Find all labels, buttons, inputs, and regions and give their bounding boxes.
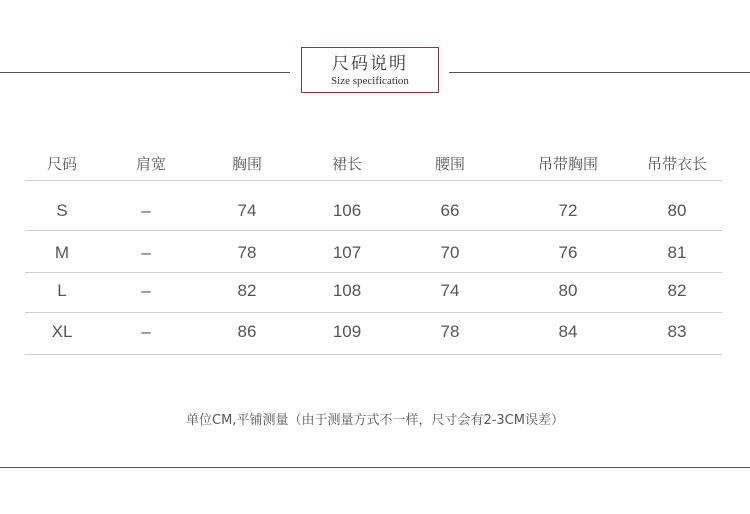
table-divider	[25, 354, 722, 355]
cell-size: S	[56, 201, 68, 220]
header-waist: 腰围	[434, 155, 466, 173]
cell-shoulder: –	[141, 322, 151, 341]
title-box	[301, 47, 439, 93]
header-cami-length: 吊带衣长	[646, 155, 708, 173]
header-shoulder: 肩宽	[135, 155, 167, 173]
table-divider	[25, 230, 722, 231]
title-rule-right	[449, 72, 750, 73]
cell-waist: 74	[440, 281, 460, 300]
cell-shoulder: –	[141, 281, 151, 300]
cell-size: M	[54, 243, 70, 262]
cell-bust: 78	[237, 243, 257, 262]
header-cami-bust: 吊带胸围	[537, 155, 599, 173]
bottom-rule	[0, 467, 750, 468]
table-divider	[25, 180, 722, 181]
cell-waist: 66	[440, 201, 460, 220]
cell-bust: 82	[237, 281, 257, 300]
cell-waist: 78	[440, 322, 460, 341]
cell-cami-bust: 84	[558, 322, 578, 341]
cell-cami-bust: 72	[558, 201, 578, 220]
table-divider	[25, 312, 722, 313]
header-bust: 胸围	[231, 155, 263, 173]
cell-waist: 70	[440, 243, 460, 262]
cell-size: XL	[51, 322, 73, 341]
cell-skirt-length: 107	[332, 243, 362, 262]
cell-cami-length: 82	[667, 281, 687, 300]
cell-skirt-length: 109	[332, 322, 362, 341]
table-divider	[25, 272, 722, 273]
header-skirt-length: 裙长	[331, 155, 363, 173]
title-english: Size specification	[331, 75, 409, 87]
cell-skirt-length: 108	[332, 281, 362, 300]
cell-skirt-length: 106	[332, 201, 362, 220]
title-chinese: 尺码说明	[332, 54, 408, 74]
cell-cami-length: 83	[667, 322, 687, 341]
cell-cami-length: 81	[667, 243, 687, 262]
measurement-note: 单位CM,平铺测量（由于测量方式不一样，尺寸会有2-3CM误差）	[186, 413, 564, 428]
cell-cami-bust: 80	[558, 281, 578, 300]
cell-bust: 86	[237, 322, 257, 341]
cell-shoulder: –	[141, 201, 151, 220]
header-size: 尺码	[46, 155, 78, 173]
title-rule-left	[0, 72, 290, 73]
cell-shoulder: –	[141, 243, 151, 262]
cell-cami-bust: 76	[558, 243, 578, 262]
cell-size: L	[57, 281, 67, 300]
cell-bust: 74	[237, 201, 257, 220]
cell-cami-length: 80	[667, 201, 687, 220]
